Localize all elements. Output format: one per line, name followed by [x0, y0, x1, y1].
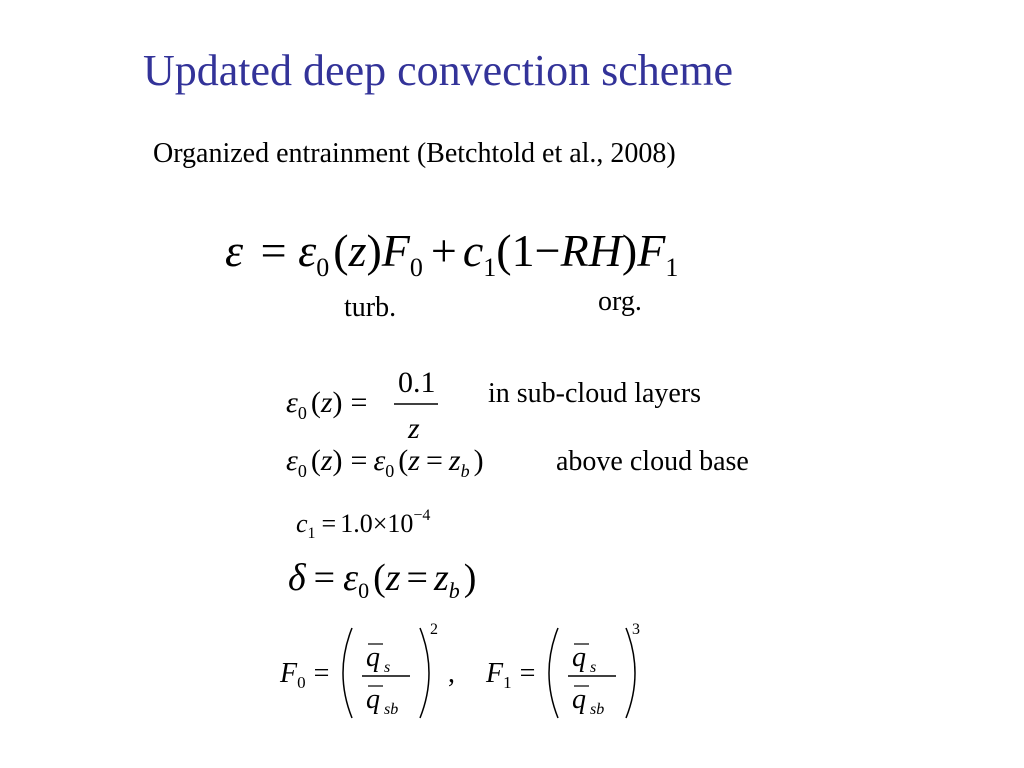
svg-text:2: 2: [430, 621, 438, 638]
slide-subtitle: Organized entrainment (Betchtold et al., 2008): [153, 138, 676, 169]
svg-text:0.1: 0.1: [398, 366, 436, 399]
svg-text:F0=: $F_0$ =: [280, 658, 330, 692]
f-definitions: [280, 618, 660, 733]
eps-above-equation: [286, 440, 546, 490]
svg-text:3: 3: [632, 621, 640, 638]
svg-text:s: s: [590, 659, 597, 676]
svg-text:ε0(z)=: $\varepsilon_0$ (z) =: [286, 386, 368, 423]
sub-cloud-label: in sub-cloud layers: [488, 378, 702, 409]
svg-text:sb: sb: [384, 701, 399, 718]
svg-text:ε0(z)=ε0(z=zb): $\varepsilon_0$ $(z) = \varepsilon_0$ ($z = z_b$ ): [286, 444, 484, 481]
svg-text:q: q: [572, 684, 586, 715]
svg-text:z: z: [408, 412, 420, 445]
org-label: org.: [598, 286, 642, 317]
svg-text:q: q: [366, 642, 380, 673]
svg-text:q: q: [366, 684, 380, 715]
entrainment-equation: [225, 218, 725, 283]
svg-text:s: s: [384, 659, 391, 676]
svg-text:c1=1.0×10−4: $c_1 = 1.0\times 10^{-4}$: [296, 507, 431, 542]
svg-text:ε = ε0(z)F0+c1(1: ε = $\varepsilon_0(z)F_0 + c_1(1-RH)F_1$: [225, 225, 679, 282]
turb-label: turb.: [344, 292, 397, 323]
svg-text:δ=ε0(z=zb): $\delta = \varepsilon_0$ ($z = z_b$ ): [288, 557, 477, 603]
svg-text:,: ,: [448, 658, 455, 689]
slide-title: Updated deep convection scheme: [143, 46, 734, 95]
svg-text:sb: sb: [590, 701, 605, 718]
c1-equation: [296, 500, 496, 550]
above-cloud-label: above cloud base: [556, 446, 749, 477]
svg-text:q: q: [572, 642, 586, 673]
detrainment-equation: [288, 556, 548, 611]
svg-text:F1=: $F_1$ =: [486, 658, 536, 692]
